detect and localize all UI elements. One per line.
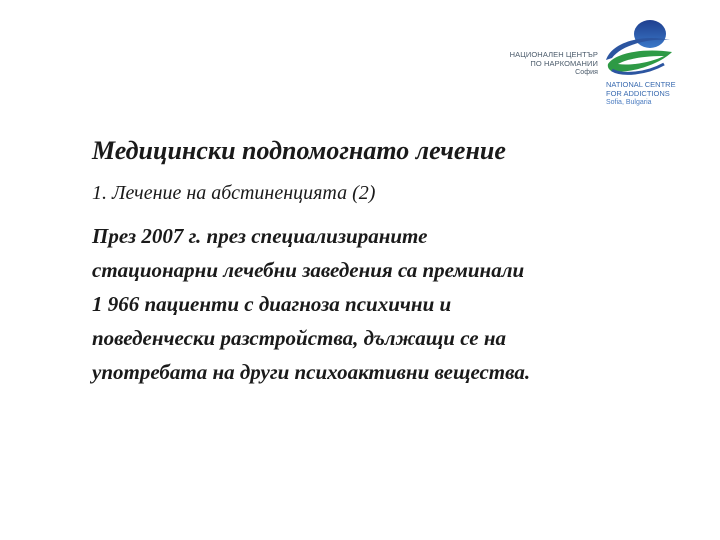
logo-bg-line-2: ПО НАРКОМАНИИ <box>530 59 598 68</box>
slide-subtitle: 1. Лечение на абстиненцията (2) <box>92 182 376 204</box>
logo-text-english <box>606 80 706 107</box>
body-line: стационарни лечебни заведения са преминали <box>92 258 525 282</box>
national-centre-for-addictions-logo <box>500 18 700 118</box>
body-line: поведенчески разстройства, дължащи се на <box>92 326 507 350</box>
logo-globe-icon <box>602 18 674 78</box>
logo-bg-city: София <box>575 69 598 76</box>
body-line: употребата на други психоактивни вещества. <box>92 360 531 384</box>
logo-bg-line-1: НАЦИОНАЛЕН ЦЕНТЪР <box>509 50 598 59</box>
body-line: 1 966 пациенти с диагноза психични и <box>92 292 452 316</box>
slide-title: Медицински подпомогнато лечение <box>92 136 506 165</box>
logo-text-bulgarian <box>500 50 598 77</box>
logo-en-line-1: NATIONAL CENTRE <box>606 80 676 89</box>
logo-en-city: Sofia, Bulgaria <box>606 99 652 106</box>
body-line: През 2007 г. през специализираните <box>92 224 428 248</box>
slide-body-text <box>92 219 692 389</box>
logo-en-line-2: FOR ADDICTIONS <box>606 89 670 98</box>
